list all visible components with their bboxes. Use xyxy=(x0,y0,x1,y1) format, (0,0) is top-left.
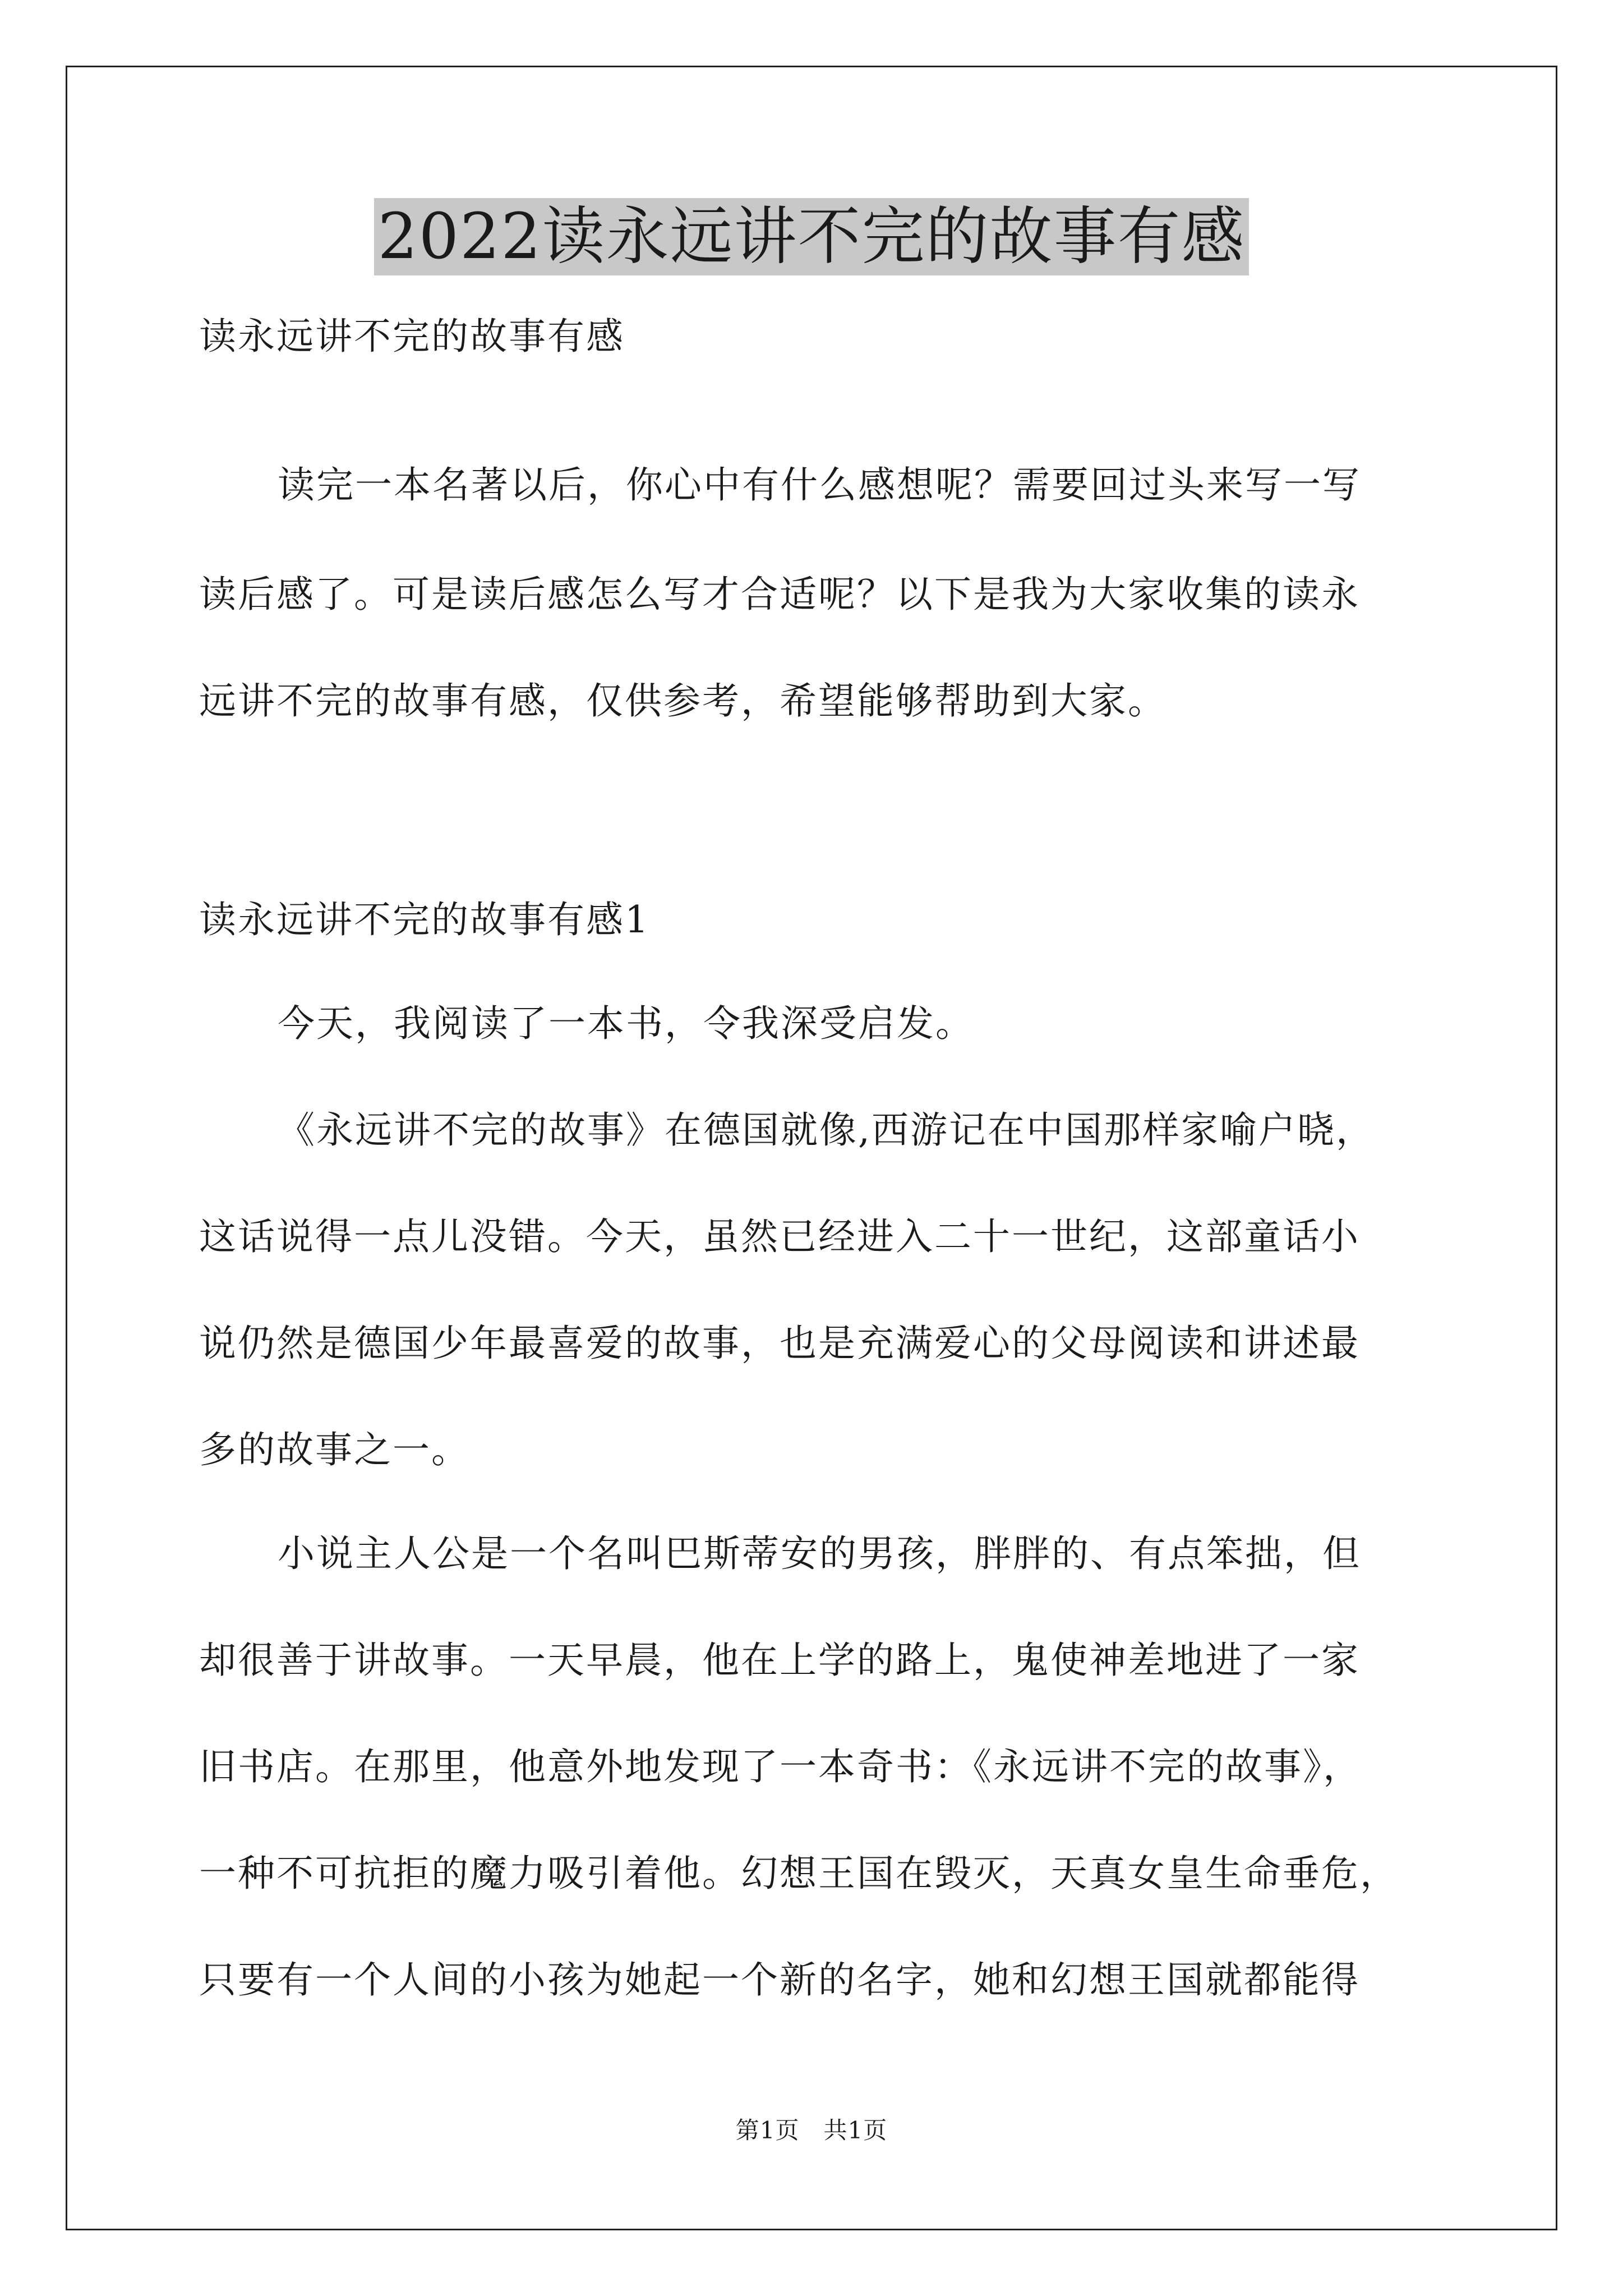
paragraph-line: 只要有一个人间的小孩为她起一个新的名字，她和幻想王国就都能得 xyxy=(199,1958,1360,2001)
paragraph-line: 说仍然是德国少年最喜爱的故事，也是充满爱心的父母阅读和讲述最 xyxy=(199,1322,1360,1365)
document-title-text: 2022读永远讲不完的故事有感 xyxy=(374,198,1248,275)
paragraph-line: 《永远讲不完的故事》在德国就像,西游记在中国那样家喻户晓， xyxy=(278,1108,1375,1152)
paragraph-line: 这话说得一点儿没错。今天，虽然已经进入二十一世纪，这部童话小 xyxy=(199,1215,1360,1258)
paragraph-line: 小说主人公是一个名叫巴斯蒂安的男孩，胖胖的、有点笨拙，但 xyxy=(278,1532,1361,1575)
paragraph-line: 旧书店。在那里，他意外地发现了一本奇书：《永远讲不完的故事》， xyxy=(199,1745,1362,1788)
subtitle: 读永远讲不完的故事有感 xyxy=(199,315,625,358)
intro-line: 远讲不完的故事有感，仅供参考，希望能够帮助到大家。 xyxy=(199,679,1166,723)
intro-line: 读完一本名著以后，你心中有什么感想呢？需要回过头来写一写 xyxy=(278,463,1361,507)
paragraph-line: 一种不可抗拒的魔力吸引着他。幻想王国在毁灭，天真女皇生命垂危， xyxy=(199,1852,1399,1895)
paragraph-line: 今天，我阅读了一本书，令我深受启发。 xyxy=(278,1002,974,1045)
document-title xyxy=(0,197,1623,276)
section-heading: 读永远讲不完的故事有感1 xyxy=(199,898,650,941)
paragraph-line: 多的故事之一。 xyxy=(199,1428,470,1471)
intro-line: 读后感了。可是读后感怎么写才合适呢？以下是我为大家收集的读永 xyxy=(199,573,1360,616)
paragraph-line: 却很善于讲故事。一天早晨，他在上学的路上，鬼使神差地进了一家 xyxy=(199,1639,1360,1682)
page-footer: 第1页 共1页 xyxy=(735,2116,888,2144)
